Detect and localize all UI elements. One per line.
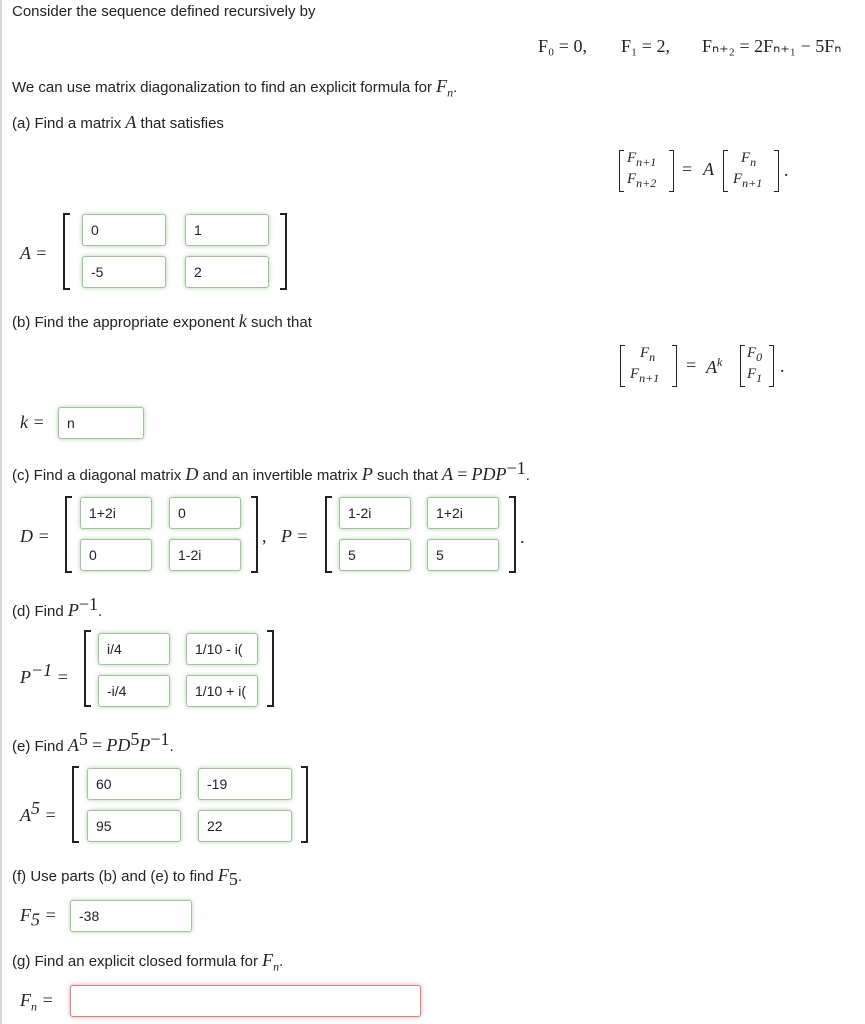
a-bracket-right — [280, 213, 287, 290]
eq-b-ak: $A^k$ — [706, 355, 723, 377]
part-c-label: (c) Find a diagonal matrix D and an invertible matrix P such that $A = PDP^{-1}$. — [12, 458, 530, 484]
eq-a-fn: $F_n$ — [741, 150, 757, 169]
eq-b-period: . — [780, 356, 785, 376]
a5-input-r1c2[interactable]: -19 — [198, 768, 292, 800]
left-border — [0, 0, 2, 1024]
dp-comma: , — [262, 526, 267, 546]
eq-b-fn: $F_n$ — [640, 345, 656, 364]
a-input-r1c2[interactable]: 1 — [185, 214, 269, 246]
part-g-label: (g) Find an explicit closed formula for $F_n$. — [12, 950, 284, 974]
pinv-input-r2c2[interactable]: 1/10 + i( — [186, 675, 258, 707]
a-label: A = — [20, 243, 48, 263]
d-input-r2c2[interactable]: 1-2i — [169, 539, 241, 571]
a5-input-r1c1[interactable]: 60 — [87, 768, 181, 800]
pinv-label: $P^{-1}$ = — [20, 660, 69, 687]
a5-input-r2c2[interactable]: 22 — [198, 810, 292, 842]
eq-a-right-bracket-l — [723, 150, 728, 192]
p-bracket-left — [325, 496, 332, 573]
a5-bracket-right — [301, 766, 308, 843]
f5-input[interactable]: -38 — [70, 900, 192, 932]
eq-b-fn1: $F_{n+1}$ — [630, 366, 660, 385]
fn-label: $F_n$ = — [20, 990, 54, 1014]
a5-input-r2c1[interactable]: 95 — [87, 810, 181, 842]
recurrence-f1: F₁ = 2, — [621, 36, 670, 56]
p-bracket-right — [509, 496, 516, 573]
a-input-r1c1[interactable]: 0 — [82, 214, 166, 246]
part-f-label: (f) Use parts (b) and (e) to find $F_5$. — [12, 865, 243, 889]
eq-b-right-bracket-l — [740, 345, 745, 387]
eq-a-fn2: $F_{n+2}$ — [627, 171, 657, 190]
lead-text: We can use matrix diagonalization to find an explicit formula for $F_n$. — [12, 76, 458, 100]
recurrence-f0: F₀ = 0, — [538, 36, 587, 56]
pinv-input-r1c1[interactable]: i/4 — [98, 633, 170, 665]
eq-a-matrix-a: A — [703, 159, 714, 179]
p-input-r1c1[interactable]: 1-2i — [339, 497, 411, 529]
k-label: k = — [20, 412, 45, 432]
intro-text: Consider the sequence defined recursively by — [12, 3, 316, 20]
a5-label: $A^5$ = — [20, 798, 57, 825]
a-bracket-left — [63, 213, 70, 290]
d-input-r1c2[interactable]: 0 — [169, 497, 241, 529]
eq-b-equals: = — [686, 355, 697, 375]
eq-a-left-bracket-l — [619, 150, 624, 192]
f5-label: $F_5$ = — [20, 905, 57, 930]
eq-b-f0: $F_0$ — [747, 345, 763, 364]
eq-a-left-bracket-r — [669, 150, 674, 192]
eq-a-equals: = — [682, 159, 693, 179]
eq-a-period: . — [784, 160, 789, 180]
part-d-label: (d) Find $P^{-1}$. — [12, 594, 103, 620]
part-a-label: (a) Find a matrix A that satisfies — [12, 112, 224, 132]
eq-b-f1: $F_1$ — [747, 366, 763, 385]
eq-a-fn1b: $F_{n+1}$ — [733, 171, 763, 190]
d-input-r2c1[interactable]: 0 — [80, 539, 152, 571]
p-input-r2c1[interactable]: 5 — [339, 539, 411, 571]
p-input-r1c2[interactable]: 1+2i — [427, 497, 499, 529]
pinv-input-r1c2[interactable]: 1/10 - i( — [186, 633, 258, 665]
pinv-bracket-left — [84, 630, 91, 707]
part-e-label: (e) Find $A^5 = PD^5P^{-1}$. — [12, 729, 174, 755]
a-input-r2c2[interactable]: 2 — [185, 256, 269, 288]
p-period: . — [520, 527, 525, 547]
eq-a-fn1: $F_{n+1}$ — [627, 150, 657, 169]
k-input[interactable]: n — [58, 407, 144, 439]
a-input-r2c1[interactable]: -5 — [82, 256, 166, 288]
eq-b-right-bracket-r — [769, 345, 774, 387]
p-label: P = — [281, 526, 309, 546]
d-input-r1c1[interactable]: 1+2i — [80, 497, 152, 529]
d-bracket-left — [65, 496, 72, 573]
part-b-label: (b) Find the appropriate exponent k such that — [12, 311, 312, 331]
a5-bracket-left — [72, 766, 79, 843]
d-label: D = — [20, 526, 50, 546]
eq-a-right-bracket-r — [774, 150, 779, 192]
p-input-r2c2[interactable]: 5 — [427, 539, 499, 571]
recurrence-rule: Fₙ₊₂ = 2Fₙ₊₁ − 5Fₙ — [702, 36, 842, 56]
d-bracket-right — [251, 496, 258, 573]
pinv-input-r2c1[interactable]: -i/4 — [98, 675, 170, 707]
fn-formula-input[interactable] — [70, 985, 421, 1017]
eq-b-left-bracket-r — [672, 345, 677, 387]
pinv-bracket-right — [267, 630, 274, 707]
eq-b-left-bracket-l — [620, 345, 625, 387]
